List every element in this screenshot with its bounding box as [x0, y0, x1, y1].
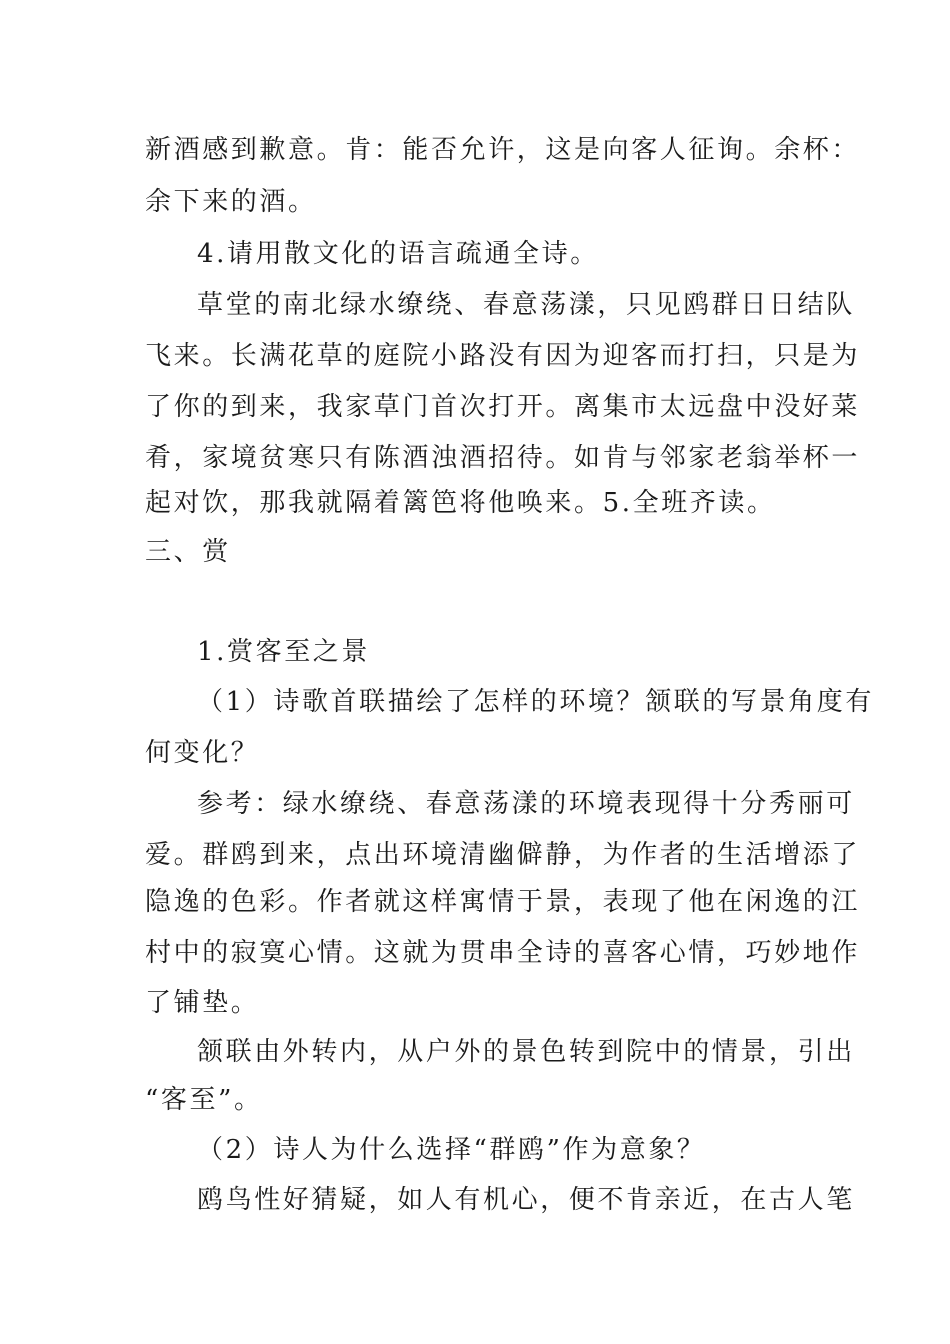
text-line: “客至”。 — [145, 1085, 263, 1115]
text-line: 鸥鸟性好猜疑，如人有机心，便不肯亲近，在古人笔 — [197, 1185, 855, 1215]
text-line: 草堂的南北绿水缭绕、春意荡漾，只见鸥群日日结队 — [197, 290, 855, 320]
text-line: 余下来的酒。 — [145, 187, 317, 217]
section-heading: 三、赏 — [145, 537, 231, 567]
question-line: （2）诗人为什么选择“群鸥”作为意象？ — [197, 1135, 706, 1165]
text-line: 颔联由外转内，从户外的景色转到院中的情景，引出 — [197, 1037, 855, 1067]
question-line: （1）诗歌首联描绘了怎样的环境？颔联的写景角度有 — [197, 687, 874, 717]
text-line: 爱。群鸥到来，点出环境清幽僻静，为作者的生活增添了 — [145, 840, 861, 870]
text-line: 参考：绿水缭绕、春意荡漾的环境表现得十分秀丽可 — [197, 789, 855, 819]
text-line: 了铺垫。 — [145, 988, 260, 1018]
text-line: 隐逸的色彩。作者就这样寓情于景，表现了他在闲逸的江 — [145, 887, 861, 917]
subsection-heading: 1.赏客至之景 — [197, 637, 371, 667]
text-line: 村中的寂寞心情。这就为贯串全诗的喜客心情，巧妙地作 — [145, 938, 861, 968]
question-line: 何变化？ — [145, 738, 260, 768]
text-line: 飞来。长满花草的庭院小路没有因为迎客而打扫，只是为 — [145, 341, 861, 371]
text-line: 起对饮，那我就隔着篱笆将他唤来。5.全班齐读。 — [145, 488, 776, 518]
section-heading: 4.请用散文化的语言疏通全诗。 — [197, 239, 599, 269]
text-line: 肴，家境贫寒只有陈酒浊酒招待。如肯与邻家老翁举杯一 — [145, 443, 861, 473]
text-line: 了你的到来，我家草门首次打开。离集市太远盘中没好菜 — [145, 392, 861, 422]
text-line: 新酒感到歉意。肯：能否允许，这是向客人征询。余杯： — [145, 135, 861, 165]
